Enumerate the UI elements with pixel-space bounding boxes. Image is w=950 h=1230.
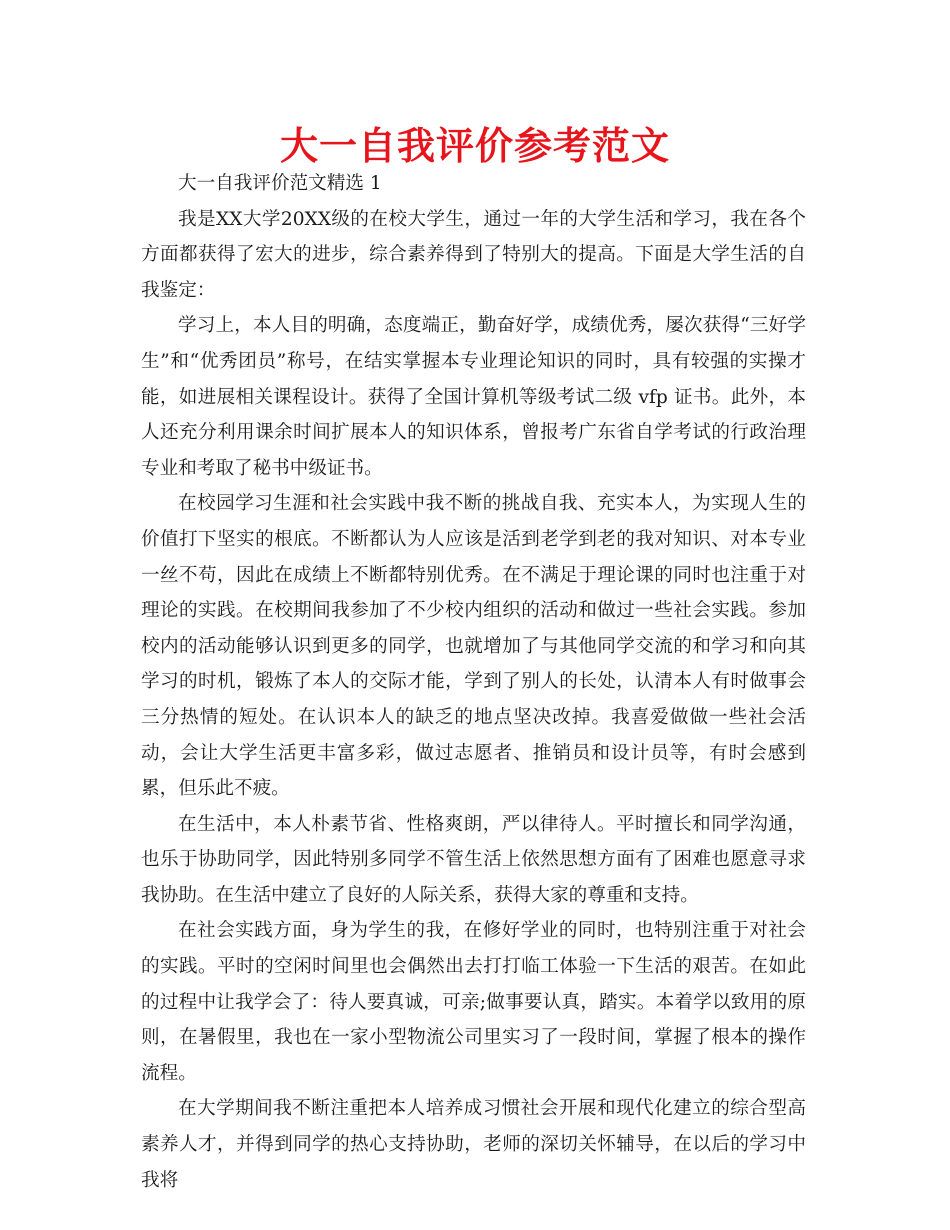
paragraph-1: 我是XX大学20XX级的在校大学生，通过一年的大学生活和学习，我在各个方面都获得了宏大的进步，综合素养得到了特别大的提高。下面是大学生活的自我鉴定： [141, 208, 806, 301]
document-body [141, 166, 806, 1198]
paragraph-6: 在大学期间我不断注重把本人培养成习惯社会开展和现代化建立的综合型高素养人才，并得到同学的热心支持协助，老师的深切关怀辅导，在以后的学习中我将 [141, 1098, 806, 1191]
document-title: 大一自我评价参考范文 [279, 124, 670, 168]
document-subtitle: 大一自我评价范文精选 1 [178, 173, 382, 194]
paragraph-3: 在校园学习生涯和社会实践中我不断的挑战自我、充实本人，为实现人生的价值打下坚实的根底。不断都认为人应该是活到老学到老的我对知识、对本专业一丝不苟，因此在成绩上不断都特别优秀。在不满足于理论课的同时也注重于对理论的实践。在校期间我参加了不少校内组织的活动和做过一些社会实践。参加校内的活动能够认识到更多的同学，也就增加了与其他同学交流的和学习和向其学习的时机，锻炼了本人的交际才能，学到了别人的长处，认清本人有时做事会三分热情的短处。在认识本人的缺乏的地点坚决改掉。我喜爱做做一些社会活动，会让大学生活更丰富多彩，做过志愿者、推销员和设计员等，有时会感到累，但乐此不疲。 [141, 493, 806, 800]
paragraph-5: 在社会实践方面，身为学生的我，在修好学业的同时，也特别注重于对社会的实践。平时的空闲时间里也会偶然出去打打临工体验一下生活的艰苦。在如此的过程中让我学会了：待人要真诚，可亲;做事要认真，踏实。本着学以致用的原则，在暑假里，我也在一家小型物流公司里实习了一段时间，掌握了根本的操作流程。 [141, 920, 806, 1084]
paragraph-4: 在生活中，本人朴素节省、性格爽朗，严以律待人。平时擅长和同学沟通，也乐于协助同学，因此特别多同学不管生活上依然思想方面有了困难也愿意寻求我协助。在生活中建立了良好的人际关系，获得大家的尊重和支持。 [141, 813, 806, 906]
paragraph-2: 学习上，本人目的明确，态度端正，勤奋好学，成绩优秀，屡次获得“三好学生”和“优秀团员”称号，在结实掌握本专业理论知识的同时，具有较强的实操才能，如进展相关课程设计。获得了全国计算机等级考试二级 vfp 证书。此外，本人还充分利用课余时间扩展本人的知识体系，曾报考广东省自学考试的行政治理专业和考取了秘书中级证书。 [141, 315, 806, 479]
